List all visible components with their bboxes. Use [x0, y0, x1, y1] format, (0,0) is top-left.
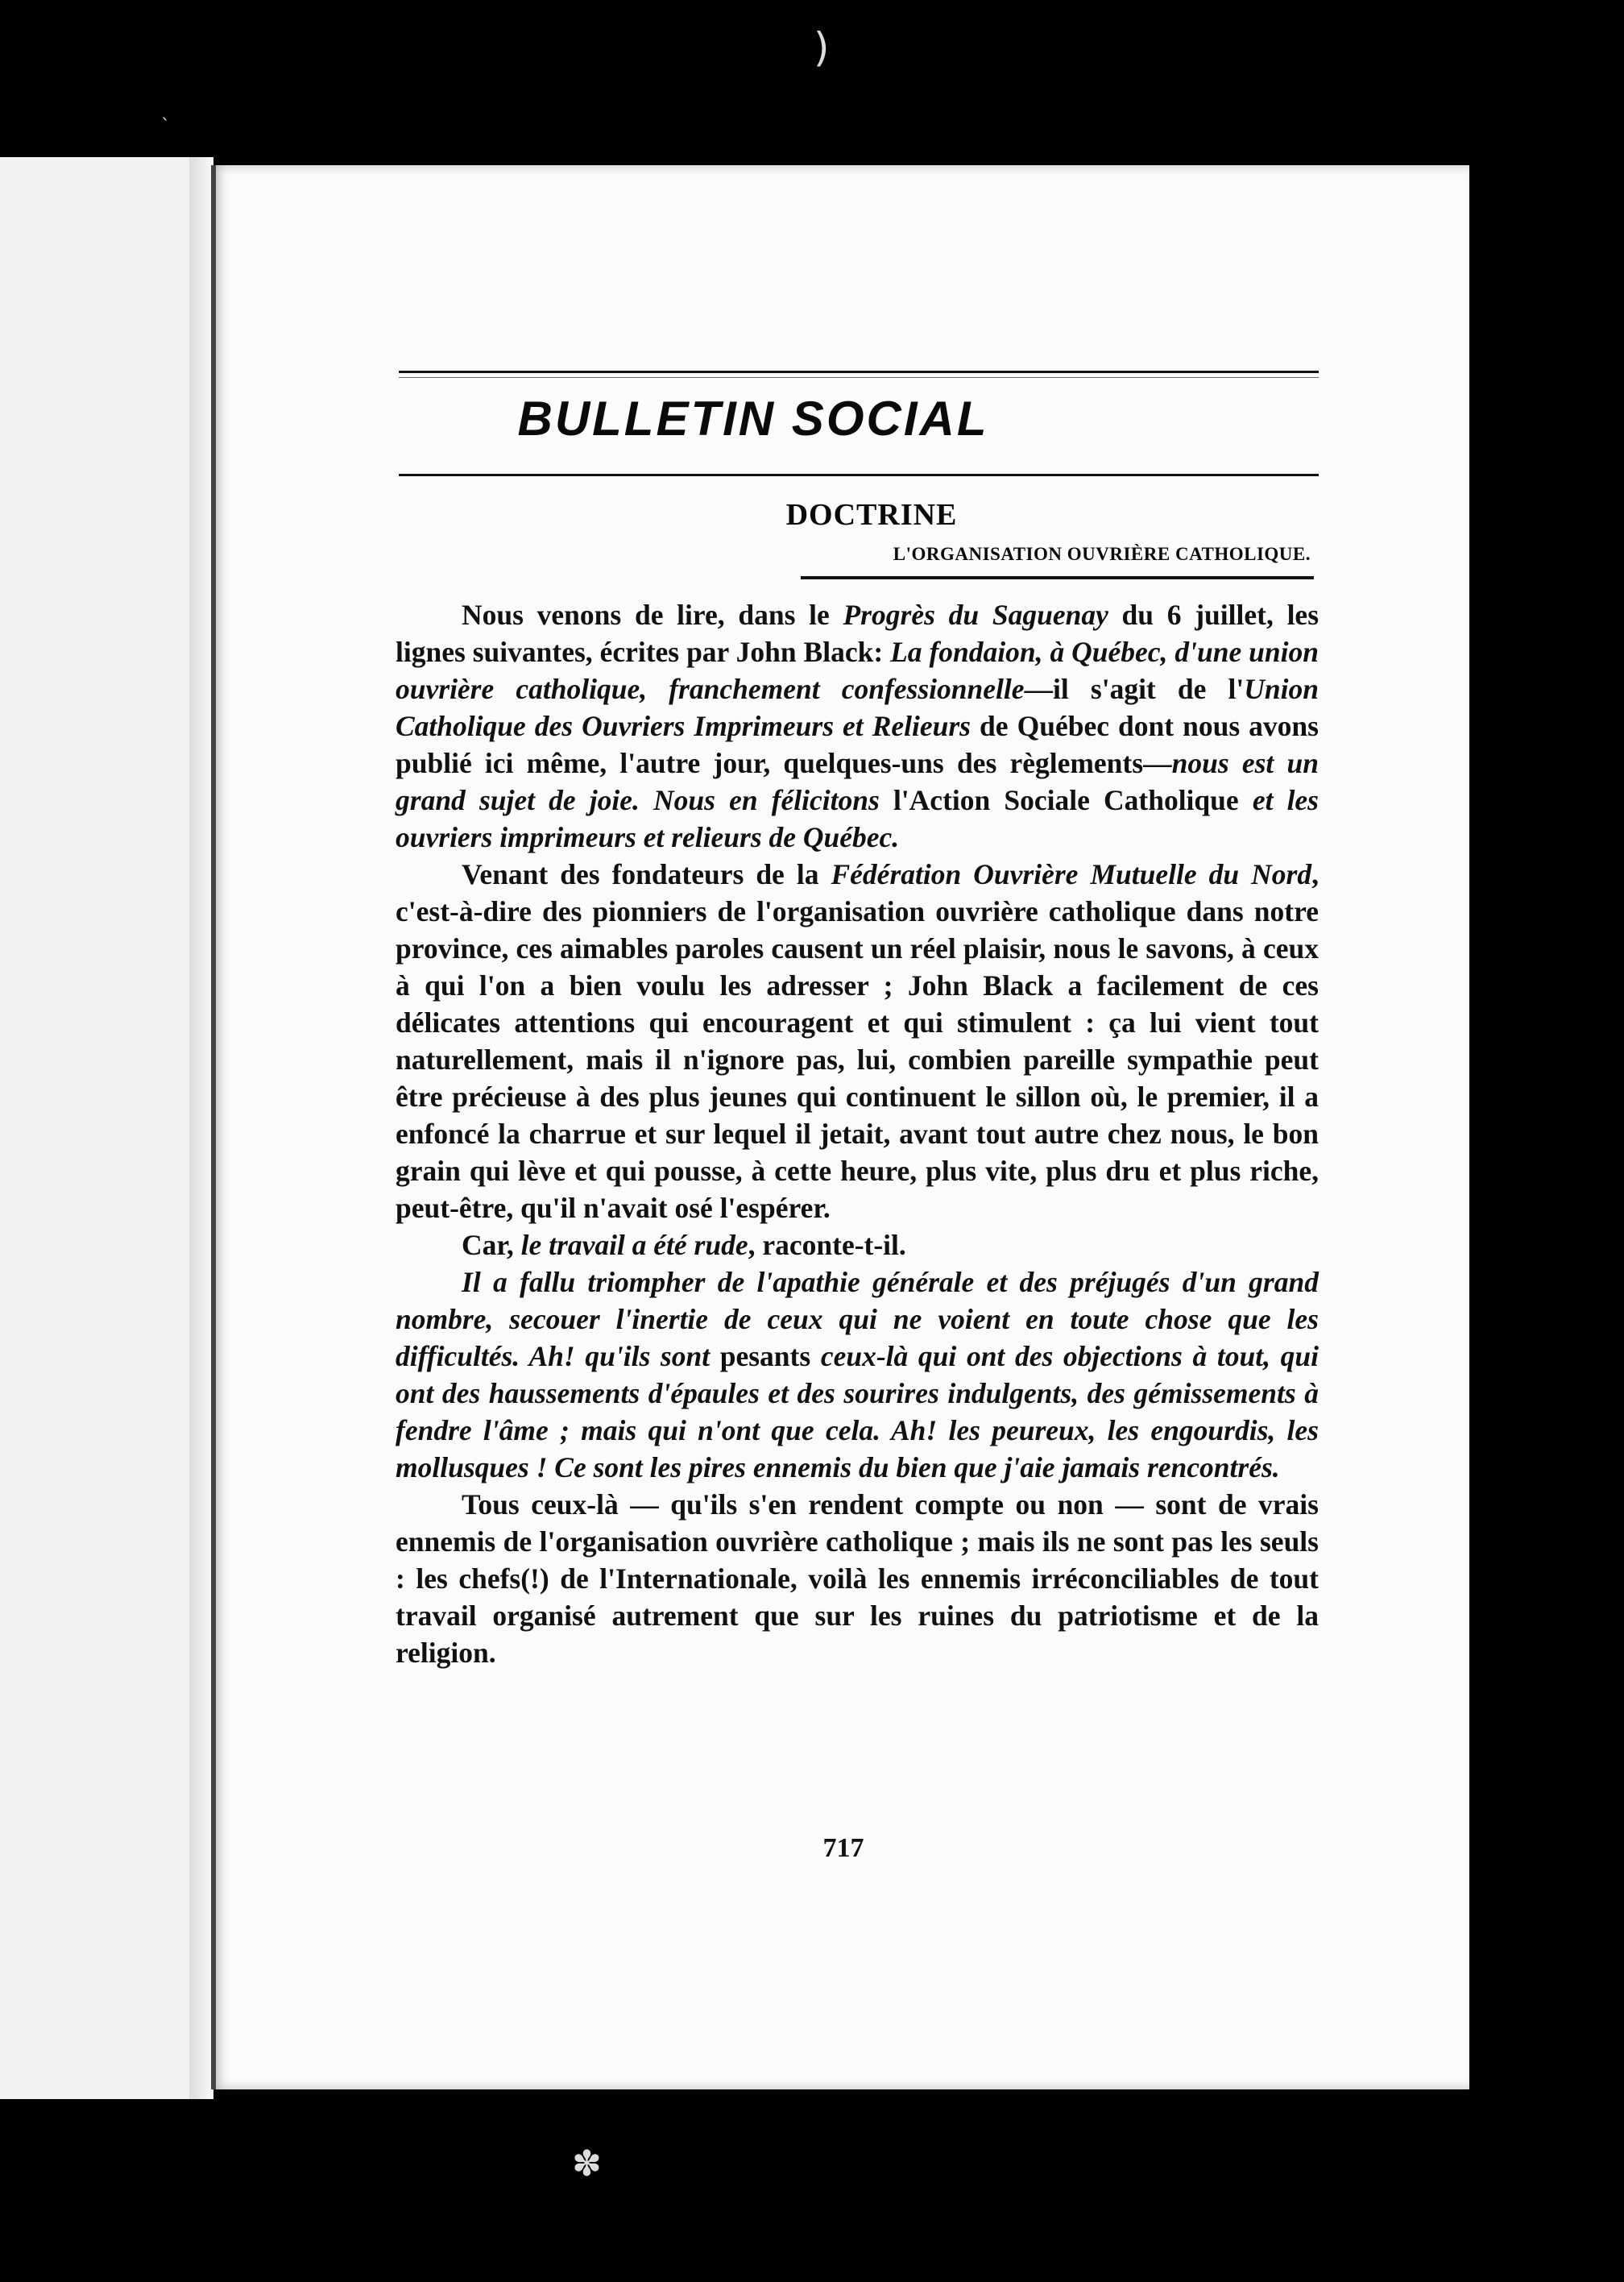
header-bottom-rule: [399, 474, 1319, 476]
paragraph: [396, 1486, 1319, 1671]
bulletin-title: BULLETIN SOCIAL: [517, 392, 989, 446]
paragraph: [396, 856, 1319, 1226]
facing-page: [0, 157, 193, 2099]
italic-text: La fondaion, à Québec, d'une union ouvrière catholique, franchement confessionnelle: [396, 636, 1319, 705]
page-edge-line: [211, 165, 216, 2089]
header-top-rule: [399, 371, 1319, 373]
scan-speck: ✽: [572, 2143, 602, 2184]
paragraph: [396, 1263, 1319, 1486]
text-run: du 6 juillet, les lignes suivantes, écrites par John Black:: [396, 599, 1320, 668]
page-gutter: [189, 157, 213, 2099]
scan-speck: ): [814, 24, 830, 71]
text-run: Car,: [462, 1229, 521, 1261]
italic-text: et les ouvriers imprimeurs et relieurs de Québec.: [396, 784, 1320, 853]
paragraph: [396, 596, 1319, 856]
text-run: pesants: [710, 1340, 821, 1372]
text-run: de Québec dont nous avons publié ici même, l'autre jour, quelques-uns des règlements—: [396, 710, 1319, 779]
italic-text: Union Catholique des Ouvriers Imprimeurs et Relieurs: [396, 673, 1319, 742]
document-page: [211, 165, 1469, 2089]
italic-text: Il a fallu triompher de l'apathie générale et des préjugés d'un grand nombre, secouer l'inertie de ceux qui ne voient en toute chose que les difficultés. Ah! qu'ils sont: [396, 1266, 1319, 1372]
text-run: , c'est-à-dire des pionniers de l'organisation ouvrière catholique dans notre province, ces aimables paroles causent un réel plaisir, nous le savons, à ceux à qui l'on a bien voulu les adresser ; John Black a facilement de ces délicates attentions qui encouragent et qui stimulent : ça lui vient tout naturellement, mais il n'ignore pas, lui, combien pareille sympathie peut être précieuse à des plus jeunes qui continuent le sillon où, le premier, il a enfoncé la charrue et sur lequel il jetait, avant tout autre chez nous, le bon grain qui lève et qui pousse, à cette heure, plus vite, plus dru et plus riche, peut-être, qu'il n'avait osé l'espérer.: [396, 858, 1319, 1224]
italic-text: Progrès du Saguenay: [843, 599, 1108, 631]
text-run: , raconte-t-il.: [748, 1229, 906, 1261]
scan-speck: ˎ: [161, 101, 170, 121]
page-number: 717: [822, 1833, 864, 1863]
paragraph: [396, 1226, 1319, 1263]
article-body: [396, 596, 1319, 1671]
text-run: Tous ceux-là — qu'ils s'en rendent compte ou non — sont de vrais ennemis de l'organisation ouvrière catholique ; mais ils ne sont pas les seuls : les chefs(!) de l'Internationale, voilà les ennemis irréconciliables de tout travail organisé autrement que sur les ruines du patriotisme et de la religion.: [396, 1488, 1319, 1669]
section-title: DOCTRINE: [785, 498, 958, 532]
italic-text: le travail a été rude: [520, 1229, 748, 1261]
italic-text: Fédération Ouvrière Mutuelle du Nord: [831, 858, 1312, 890]
text-run: Nous venons de lire, dans le: [462, 599, 843, 631]
text-run: l'Action Sociale Catholique: [879, 784, 1253, 816]
italic-text: nous est un grand sujet de joie. Nous en félicitons: [396, 747, 1319, 816]
italic-text: ceux-là qui ont des objections à tout, qui ont des haussements d'épaules et des sourires indulgents, des gémissements à fendre l'âme ; mais qui n'ont que cela. Ah! les peureux, les engourdis, les mollusques ! Ce sont les pires ennemis du bien que j'aie jamais rencontrés.: [396, 1340, 1319, 1483]
header-top-rule-thin: [399, 377, 1319, 378]
article-subtitle: L'ORGANISATION OUVRIÈRE CATHOLIQUE.: [893, 544, 1311, 564]
text-run: Venant des fondateurs de la: [462, 858, 831, 890]
text-run: —il s'agit de l': [1024, 673, 1245, 705]
subtitle-rule: [801, 576, 1314, 579]
